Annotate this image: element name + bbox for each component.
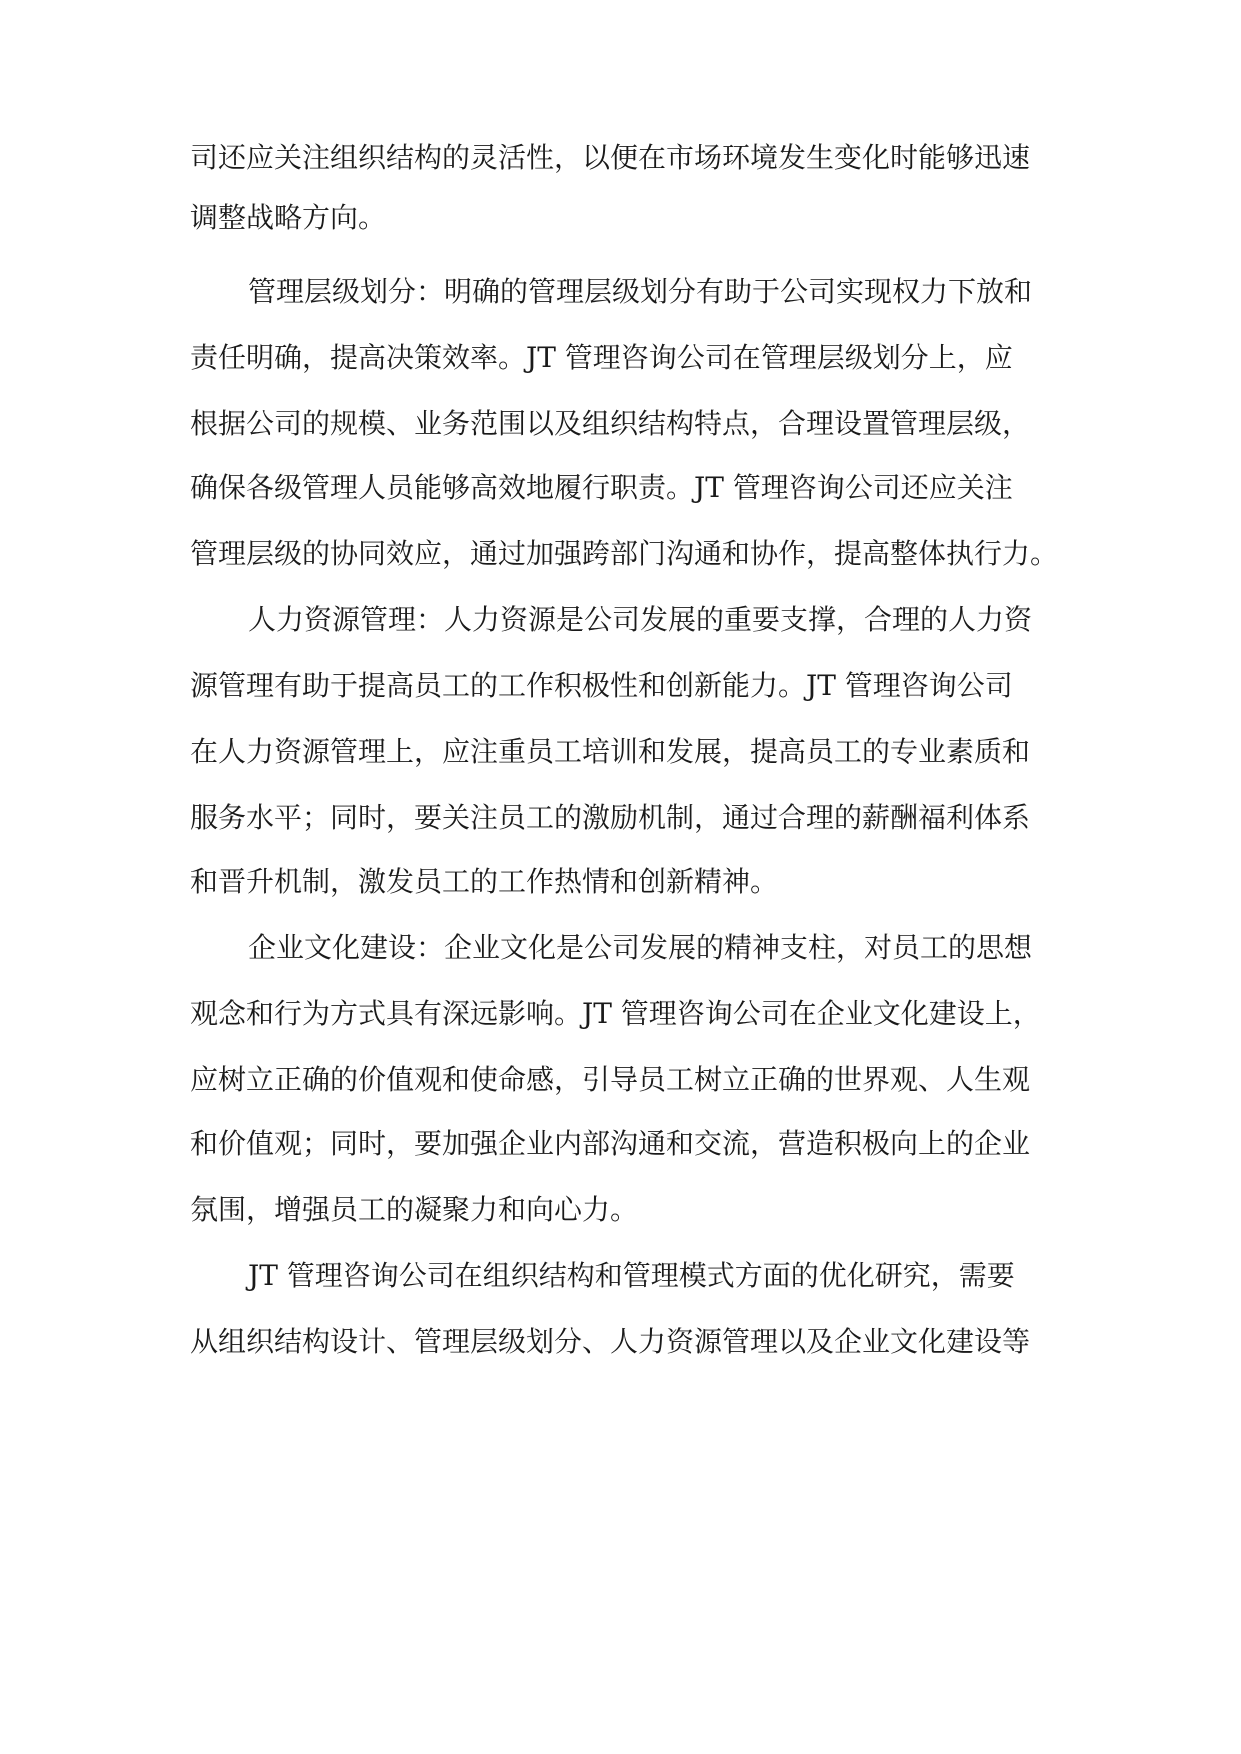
text-line: 管理层级的协同效应，通过加强跨部门沟通和协作，提高整体执行力。 xyxy=(190,537,1059,570)
text-line: 司还应关注组织结构的灵活性，以便在市场环境发生变化时能够迅速 xyxy=(190,141,1031,174)
paragraph-first-line: 人力资源管理：人力资源是公司发展的重要支撑，合理的人力资 xyxy=(248,603,1033,636)
text-line: 和价值观；同时，要加强企业内部沟通和交流，营造积极向上的企业 xyxy=(190,1127,1031,1160)
text-line: 源管理有助于提高员工的工作积极性和创新能力。JT 管理咨询公司 xyxy=(190,669,1013,702)
text-line: 观念和行为方式具有深远影响。JT 管理咨询公司在企业文化建设上， xyxy=(190,997,1041,1030)
text-line: 确保各级管理人员能够高效地履行职责。JT 管理咨询公司还应关注 xyxy=(190,471,1013,504)
text-line: 在人力资源管理上，应注重员工培训和发展，提高员工的专业素质和 xyxy=(190,735,1031,768)
paragraph-first-line: 企业文化建设：企业文化是公司发展的精神支柱，对员工的思想 xyxy=(248,931,1033,964)
text-line: 从组织结构设计、管理层级划分、人力资源管理以及企业文化建设等 xyxy=(190,1325,1031,1358)
text-line: 和晋升机制，激发员工的工作热情和创新精神。 xyxy=(190,865,779,898)
text-line: 责任明确，提高决策效率。JT 管理咨询公司在管理层级划分上，应 xyxy=(190,341,1013,374)
paragraph-first-line: 管理层级划分：明确的管理层级划分有助于公司实现权力下放和 xyxy=(248,275,1033,308)
text-line: 应树立正确的价值观和使命感，引导员工树立正确的世界观、人生观 xyxy=(190,1063,1031,1096)
paragraph-first-line: JT 管理咨询公司在组织结构和管理模式方面的优化研究，需要 xyxy=(248,1259,1015,1292)
text-line: 服务水平；同时，要关注员工的激励机制，通过合理的薪酬福利体系 xyxy=(190,801,1031,834)
text-line: 根据公司的规模、业务范围以及组织结构特点，合理设置管理层级， xyxy=(190,407,1031,440)
text-line: 氛围，增强员工的凝聚力和向心力。 xyxy=(190,1193,639,1226)
text-line: 调整战略方向。 xyxy=(190,201,387,234)
